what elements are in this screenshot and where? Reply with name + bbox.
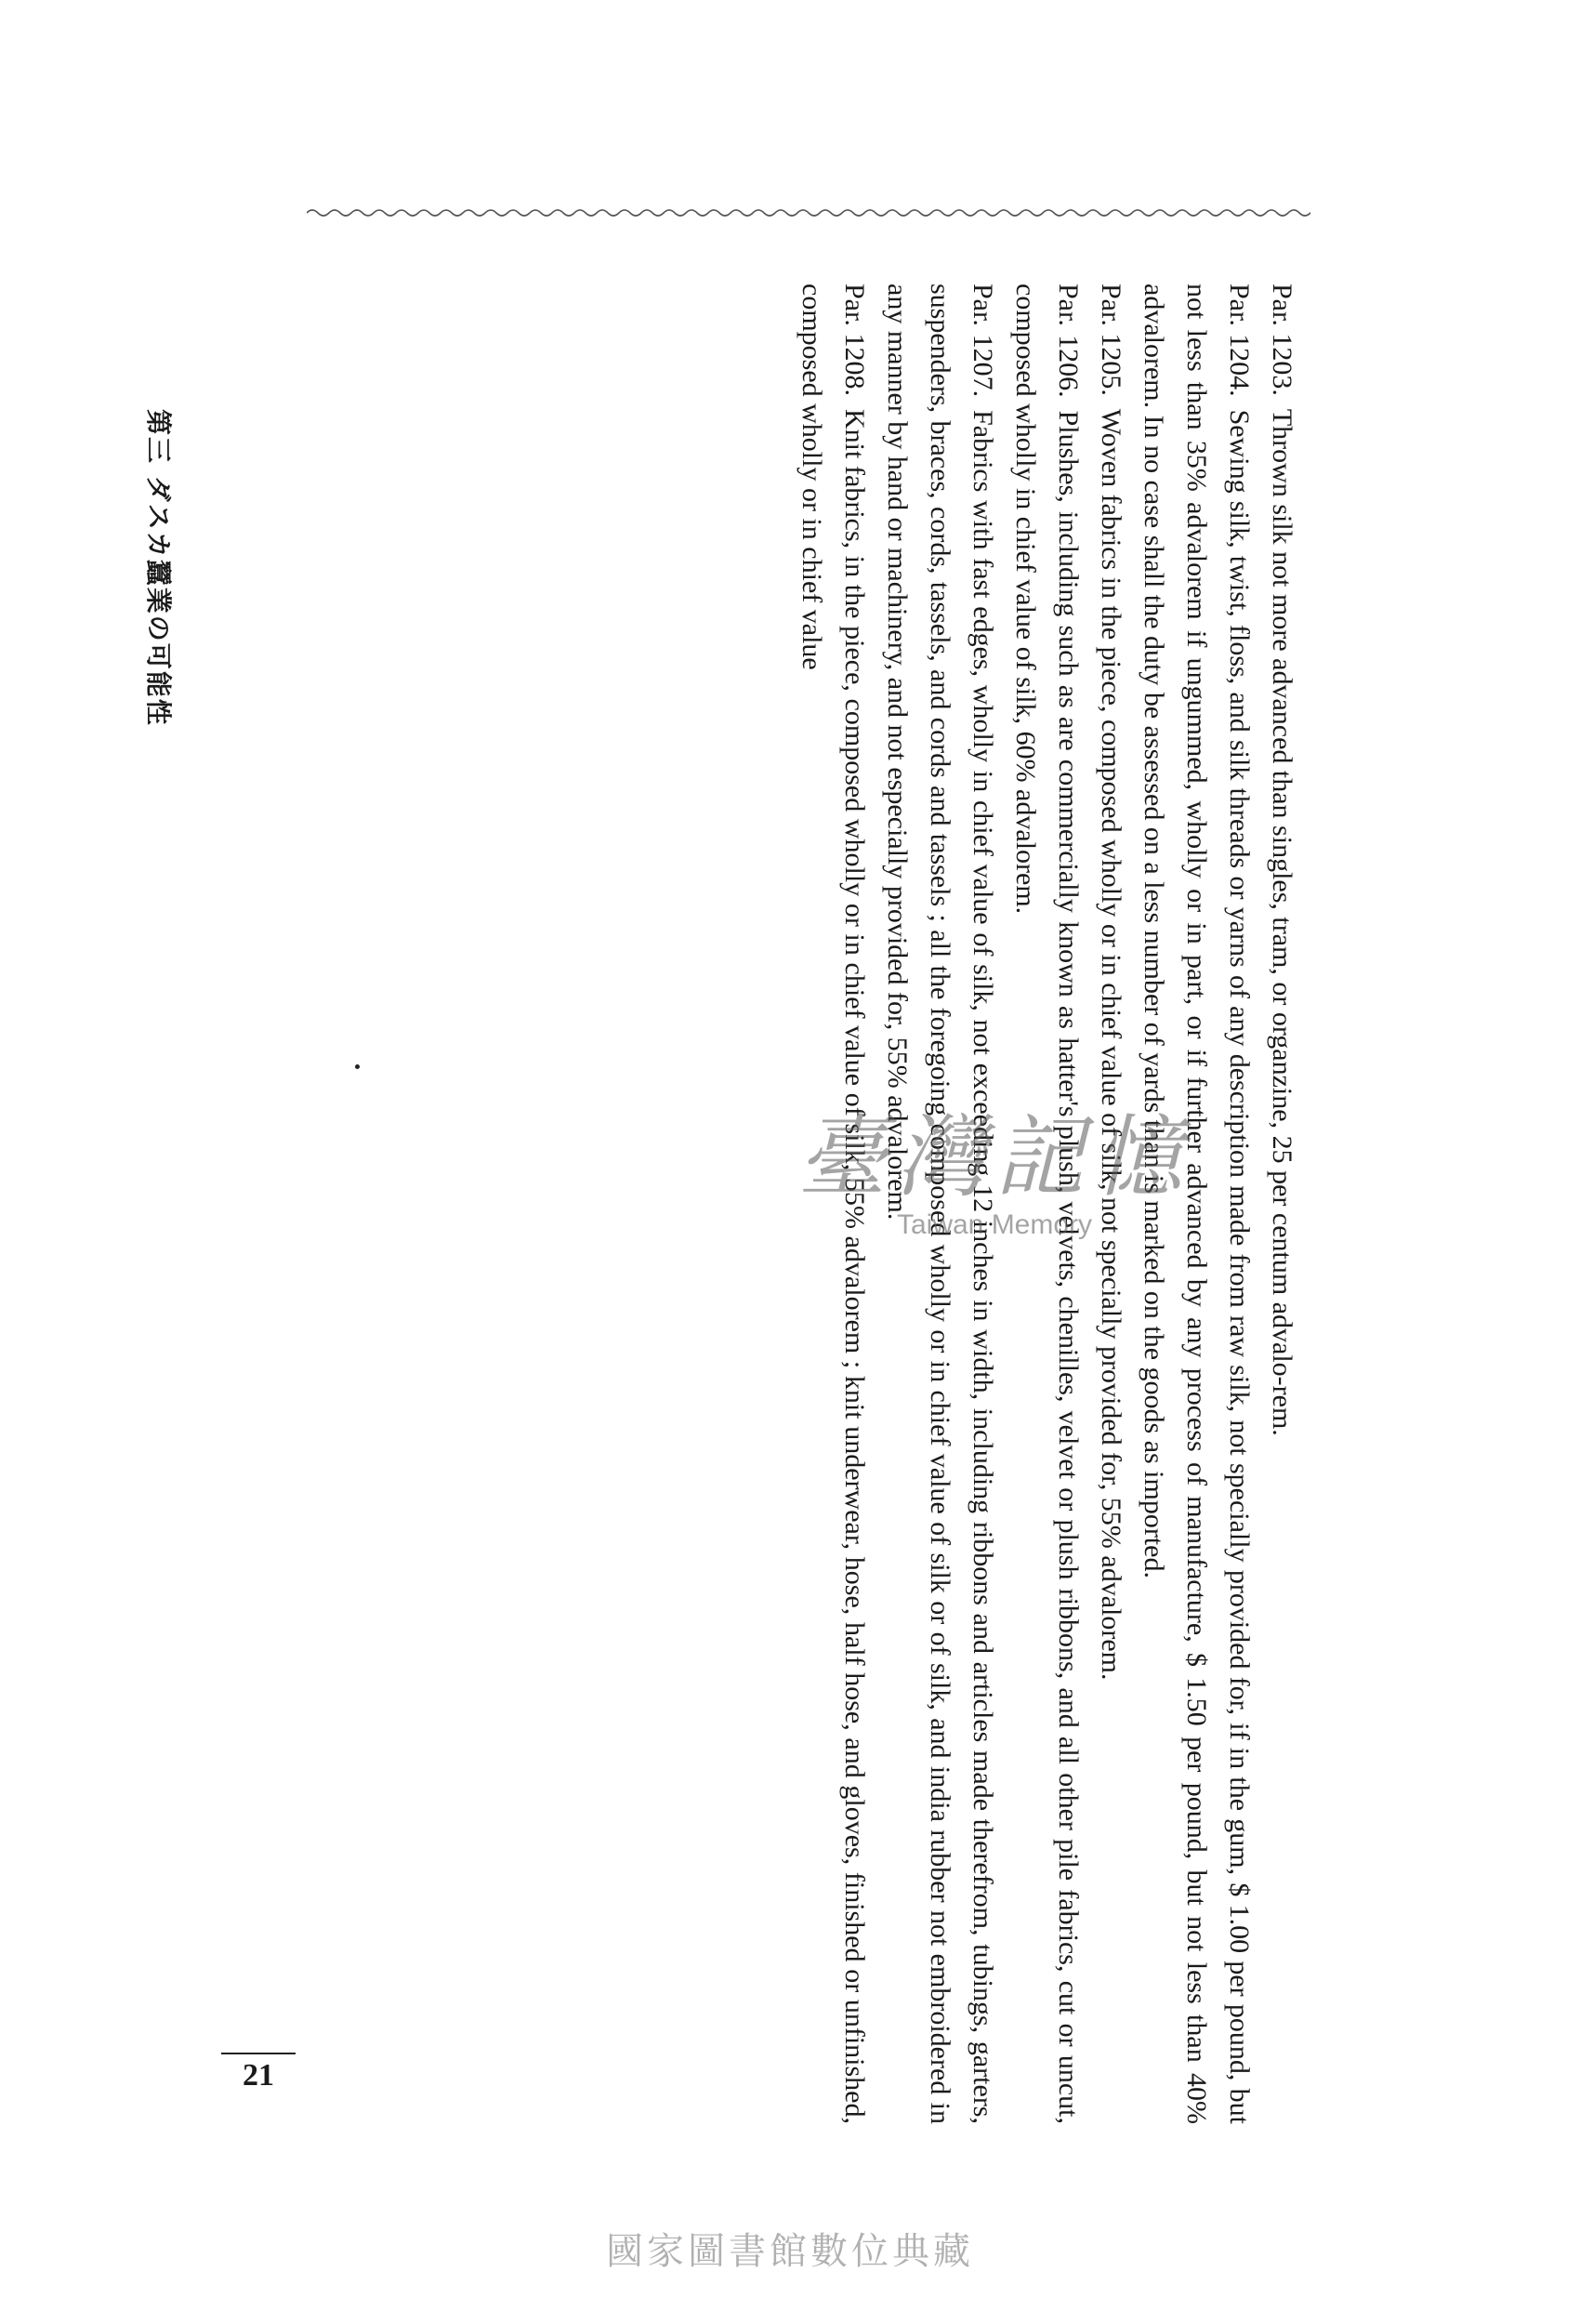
paragraph-text: Thrown silk not more advanced than singles, tram, or organzine, 25 per centum advalo-rem.	[1267, 408, 1297, 1436]
paragraph-number: Par. 1207.	[968, 284, 998, 398]
ink-dot	[355, 1064, 360, 1069]
paragraph-1203	[1260, 284, 1303, 2124]
paragraph-text: Knit fabrics, in the piece, composed wholly or in chief value of silk, 55% advalorem ; knit underwear, hose, half hose, and gloves, finished or unfinished, composed wholly or in chief value	[797, 284, 870, 2125]
paragraph-text: Fabrics with fast edges, wholly in chief value of silk, not exceeding 12 inches in width, including ribbons and articles made therefrom, tubings, garters, suspenders, braces, cords, tassels, and cords and tassels ; all the foregoing composed wholly or in chief value of silk or of silk, and india rubber not embroidered in any manner by hand or machinery, and not especially provided for, 55% advalorem.	[882, 284, 998, 2124]
watermark-english: Taiwan Memory	[896, 1209, 1093, 1240]
running-head	[121, 409, 195, 818]
page-number: 21	[221, 2053, 296, 2093]
watermark	[734, 1106, 1255, 1255]
watermark-chinese: 臺灣記憶	[797, 1105, 1192, 1209]
paragraph-text: Plushes, including such as are commercially known as hatter's plush, velvets, chenilles, velvet or plush ribbons, and all other pile fabrics, cut or uncut, composed wholly in chief value of silk, 60% advalorem.	[1010, 284, 1084, 2125]
paragraph-number: Par. 1206.	[1053, 284, 1084, 398]
paragraph-number: Par. 1203.	[1267, 284, 1297, 396]
footer-credit: 國家圖書館數位典藏	[606, 2230, 974, 2273]
paragraph-text: Sewing silk, twist, floss, and silk threads or yarns of any description made from raw silk, not specially provided for, if in the gum, $ 1.00 per pound, but not less than 35% advalorem if ungummed, wholly or in part, or if further advanced by any process of manufacture, $ 1.50 per pound, but not less than 40% advalorem. In no case shall the duty be assessed on a less number of yards than is marked on the goods as imported.	[1139, 284, 1255, 2124]
paragraph-number: Par. 1208.	[839, 284, 870, 397]
paragraph-text: Woven fabrics in the piece, composed wholly or in chief value of silk, not specially provided for, 55% advalorem.	[1096, 408, 1126, 1681]
decorative-wavy-rule	[307, 206, 1310, 219]
paragraph-number: Par. 1204.	[1224, 284, 1255, 397]
paragraph-number: Par. 1205.	[1096, 284, 1126, 396]
running-head-text: 第三 ダスカ蠶業の可能性	[143, 409, 174, 727]
